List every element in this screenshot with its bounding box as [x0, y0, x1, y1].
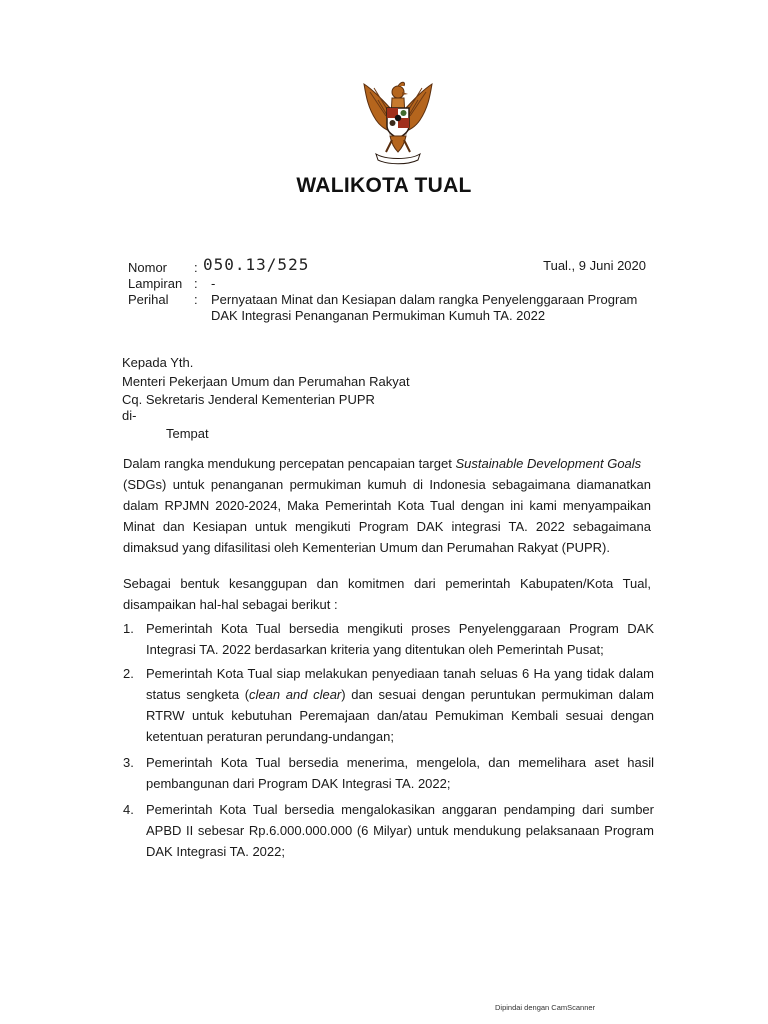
paragraph-2-line-1: Sebagai bentuk kesanggupan dan komitmen dari pemerintah Kabupaten/Kota Tual, [123, 576, 651, 591]
recipient-line-5: Tempat [166, 426, 209, 441]
recipient-line-4: di- [122, 408, 137, 423]
list-item-4-line-2: APBD II sebesar Rp.6.000.000.000 (6 Milyar) untuk mendukung pelaksanaan Program [146, 823, 654, 838]
lampiran-colon: : [194, 276, 198, 291]
paragraph-1-line-5: dimaksud yang difasilitasi oleh Kementerian Umum dan Perumahan Rakyat (PUPR). [123, 540, 610, 555]
lampiran-value: - [211, 276, 216, 291]
paragraph-1-line-3: dalam RPJMN 2020-2024, Maka Pemerintah Kota Tual dengan ini kami menyampaikan [123, 498, 651, 513]
list-item-1-line-2: Integrasi TA. 2022 berdasarkan kriteria yang ditentukan oleh Pemerintah Pusat; [146, 642, 604, 657]
nomor-value: 050.13/525 [203, 255, 310, 274]
recipient-line-2: Menteri Pekerjaan Umum dan Perumahan Rakyat [122, 374, 410, 389]
list-item-4-number: 4. [123, 802, 134, 817]
paragraph-2-line-2: disampaikan hal-hal sebagai berikut : [123, 597, 338, 612]
nomor-colon: : [194, 260, 198, 275]
list-item-3-line-1: Pemerintah Kota Tual bersedia menerima, mengelola, dan memelihara aset hasil [146, 755, 654, 770]
list-item-4-line-1: Pemerintah Kota Tual bersedia mengalokasikan anggaran pendamping dari sumber [146, 802, 654, 817]
garuda-emblem-icon [356, 74, 440, 170]
list-item-2-line-4: ketentuan peraturan perundang-undangan; [146, 729, 394, 744]
perihal-line-2: DAK Integrasi Penanganan Permukiman Kumuh TA. 2022 [211, 308, 546, 323]
perihal-line-1: Pernyataan Minat dan Kesiapan dalam rangka Penyelenggaraan Program [211, 292, 638, 307]
paragraph-1-line-4: Minat dan Kesiapan untuk mengikuti Program DAK integrasi TA. 2022 sebagaimana [123, 519, 651, 534]
letter-date: Tual., 9 Juni 2020 [543, 258, 646, 273]
paragraph-1-line-2: (SDGs) untuk penanganan permukiman kumuh di Indonesia sebagaimana diamanatkan [123, 477, 651, 492]
perihal-colon: : [194, 292, 198, 307]
recipient-line-1: Kepada Yth. [122, 355, 194, 370]
lampiran-label: Lampiran [128, 276, 183, 291]
perihal-label: Perihal [128, 292, 169, 307]
paragraph-1-line-1: Dalam rangka mendukung percepatan pencapaian target Sustainable Development Goals [123, 456, 642, 471]
list-item-4-line-3: DAK Integrasi TA. 2022; [146, 844, 285, 859]
list-item-2-line-3: RTRW untuk kebutuhan Peremajaan dan/atau Pemukiman Kembali sesuai dengan [146, 708, 654, 723]
nomor-label: Nomor [128, 260, 168, 275]
scanner-watermark: Dipindai dengan CamScanner [495, 1003, 596, 1012]
list-item-2-number: 2. [123, 666, 134, 681]
letter-heading: WALIKOTA TUAL [296, 174, 472, 197]
list-item-3-number: 3. [123, 755, 134, 770]
list-item-1-number: 1. [123, 621, 134, 636]
recipient-line-3: Cq. Sekretaris Jenderal Kementerian PUPR [122, 392, 375, 407]
list-item-2-line-2: status sengketa (clean and clear) dan sesuai dengan peruntukan permukiman dalam [146, 687, 655, 702]
list-item-3-line-2: pembangunan dari Program DAK Integrasi TA. 2022; [146, 776, 451, 791]
list-item-2-line-1: Pemerintah Kota Tual siap melakukan penyediaan tanah seluas 6 Ha yang tidak dalam [146, 666, 654, 681]
list-item-1-line-1: Pemerintah Kota Tual bersedia mengikuti proses Penyelenggaraan Program DAK [146, 621, 654, 636]
